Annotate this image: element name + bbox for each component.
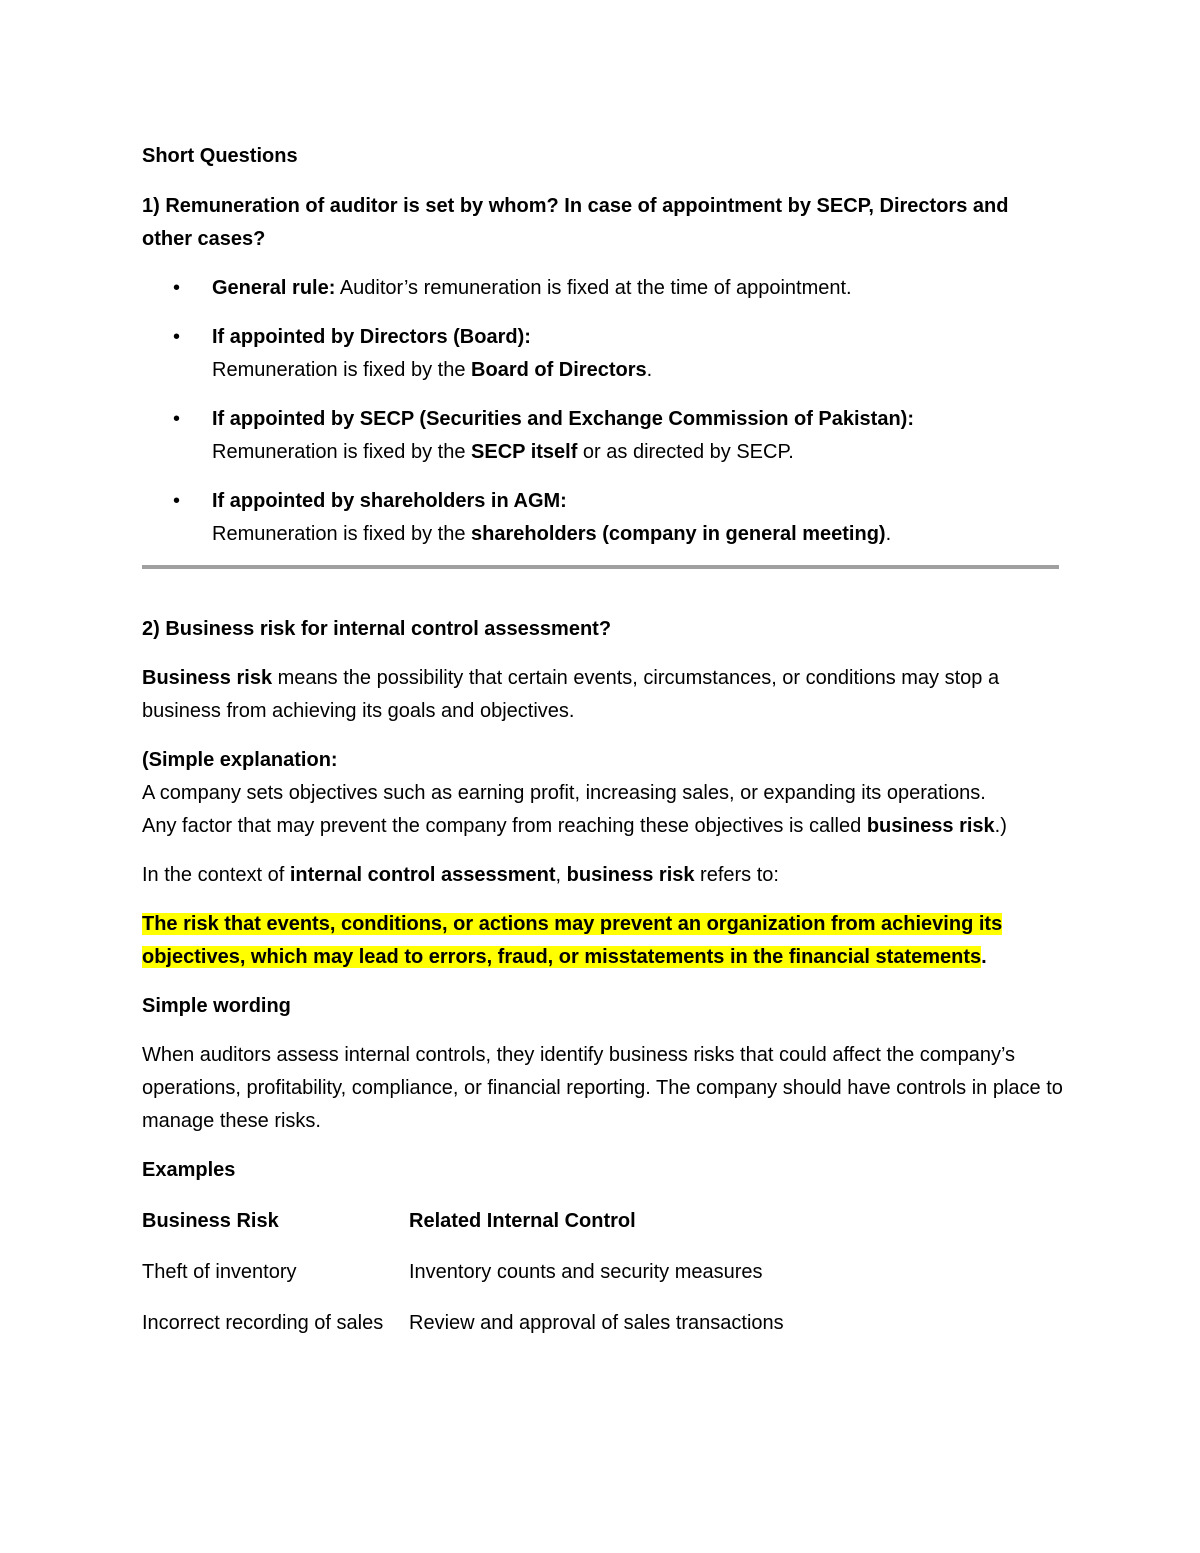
section-2	[142, 613, 1072, 1340]
bullet-emphasis: shareholders (company in general meeting)	[471, 523, 886, 545]
context-text: In the context of	[142, 864, 290, 886]
bullet-lead: If appointed by SECP (Securities and Exchange Commission of Pakistan):	[212, 408, 915, 430]
simple-explanation	[142, 744, 1072, 843]
bullet-emphasis: Board of Directors	[471, 359, 647, 381]
examples-table	[142, 1205, 1072, 1340]
table-header-business-risk: Business Risk	[142, 1210, 279, 1232]
simple-explanation-term: business risk	[866, 815, 995, 837]
table-cell-control: Review and approval of sales transactions	[409, 1312, 784, 1334]
bullet-text: or as directed by SECP.	[577, 441, 794, 463]
bullet-emphasis: SECP itself	[471, 441, 578, 463]
table-cell-risk: Incorrect recording of sales	[142, 1312, 384, 1334]
examples-heading: Examples	[142, 1159, 236, 1181]
question-1: 1) Remuneration of auditor is set by whom? In case of appointment by SECP, Directors and other cases?	[142, 195, 1009, 250]
section-1	[142, 140, 1062, 567]
highlighted-suffix: .	[981, 946, 987, 968]
highlighted-text: The risk that events, conditions, or actions may prevent an organization from achieving its objectives, which may lead to errors, fraud, or misstatements in the financial statements	[142, 913, 1003, 968]
bullet-text: Remuneration is fixed by the	[212, 523, 472, 545]
answer-bullet-list	[142, 272, 1062, 551]
context-paragraph	[142, 859, 1072, 892]
list-item	[142, 485, 1062, 551]
simple-explanation-line: A company sets objectives such as earning profit, increasing sales, or expanding its operations.	[142, 782, 986, 804]
bullet-icon: •	[173, 408, 181, 430]
simple-explanation-line: Any factor that may prevent the company from reaching these objectives is called	[142, 815, 867, 837]
definition-paragraph	[142, 662, 1072, 728]
bullet-text: Auditor’s remuneration is fixed at the time of appointment.	[335, 277, 852, 299]
list-item	[142, 403, 1062, 469]
bullet-icon: •	[173, 277, 181, 299]
table-header-internal-control: Related Internal Control	[409, 1210, 636, 1232]
bullet-text: .	[885, 523, 892, 545]
bullet-icon: •	[173, 326, 181, 348]
bullet-lead: General rule:	[212, 277, 336, 299]
table-cell-control: Inventory counts and security measures	[409, 1261, 763, 1283]
bullet-lead: If appointed by shareholders in AGM:	[212, 490, 567, 512]
list-item	[142, 272, 1062, 305]
simple-wording-heading: Simple wording	[142, 995, 291, 1017]
page-heading: Short Questions	[142, 145, 298, 167]
simple-explanation-heading: (Simple explanation:	[142, 749, 338, 771]
bullet-text: Remuneration is fixed by the	[212, 359, 472, 381]
definition-text: means the possibility that certain events, circumstances, or conditions may stop a business from achieving its goals and objectives.	[142, 667, 1000, 722]
bullet-text: Remuneration is fixed by the	[212, 441, 472, 463]
bullet-text: .	[646, 359, 653, 381]
definition-term: Business risk	[142, 667, 273, 689]
list-item	[142, 321, 1062, 387]
bullet-lead: If appointed by Directors (Board):	[212, 326, 531, 348]
highlighted-definition	[142, 908, 1072, 974]
context-term: internal control assessment	[289, 864, 556, 886]
table-cell-risk: Theft of inventory	[142, 1261, 297, 1283]
context-text: ,	[555, 864, 567, 886]
horizontal-divider	[142, 565, 1059, 569]
bullet-icon: •	[173, 490, 181, 512]
context-text: refers to:	[694, 864, 779, 886]
simple-wording-paragraph: When auditors assess internal controls, they identify business risks that could affect the company’s operations, profitability, compliance, or financial reporting. The company should have controls in place to manage these risks.	[142, 1044, 1063, 1132]
question-2: 2) Business risk for internal control assessment?	[142, 618, 612, 640]
simple-explanation-suffix: .)	[994, 815, 1007, 837]
context-term: business risk	[566, 864, 695, 886]
